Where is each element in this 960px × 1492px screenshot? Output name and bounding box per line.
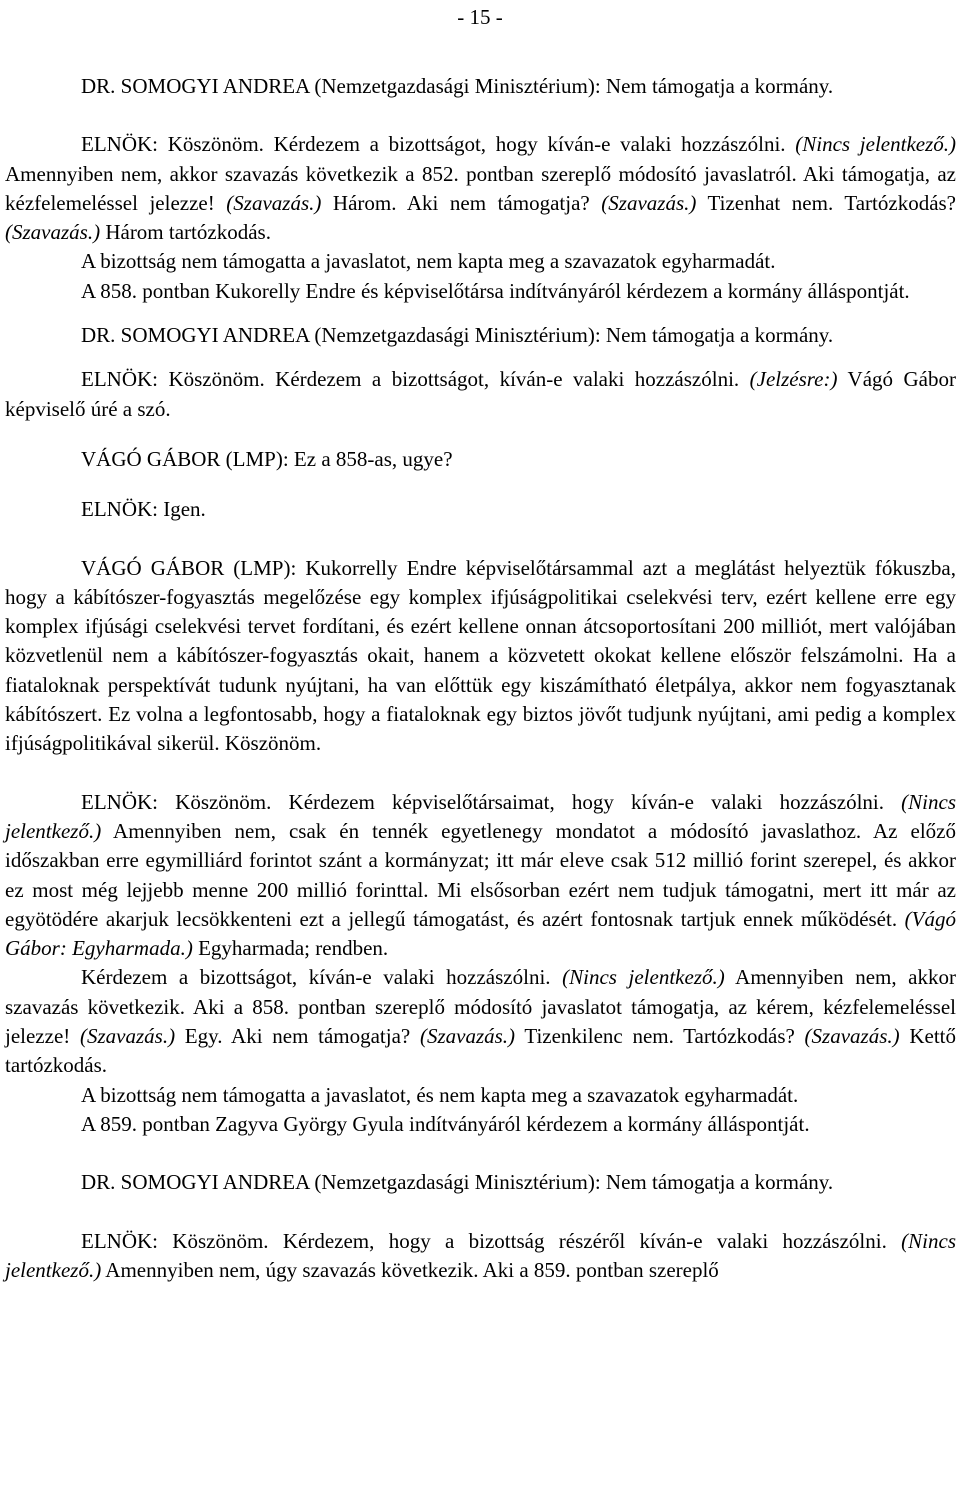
- italic-remark: (Vágó Gábor: Egyharmada.): [5, 906, 956, 961]
- text-span: Amennyiben nem, csak én tennék egyetlenegy mondatot a módosító javaslathoz. Az előző időszakban erre egymilliárd forintot szánt a kormányzat; itt már eleve csak 512 millió forint szerepel, és akkor ez most még lejjebb menne 200 millió forinttal. Mi elsősorban ezért nem tudjuk támogatni, mert itt már az egyötödére akarjuk lecsökkenteni ezt a jellegű támogatást, és azért fontosnak tartjuk ennek működését.: [5, 818, 956, 931]
- text-span: VÁGÓ GÁBOR (LMP): Kukorrelly Endre képviselőtársammal azt a meglátást helyeztük fókuszba, hogy a kábítószer-fogyasztás megelőzése egy komplex ifjúságpolitikai cselekvési terv, ezért kellene erre egy komplex ifjúsági cselekvési tervet fordítani, és ezért kellene onnan átcsoportosítani 200 milliót, mert valójában közvetlenül nem a kábítószer-fogyasztás okait, hanem a közvetett okokat kellene először felszámolni. Ha a fiataloknak perspektívát tudunk nyújtani, ha van előttük egy kiszámítható életpálya, akkor nem fogyasztanak kábítószert. Ez volna a legfontosabb, hogy a fiataloknak egy biztos jövőt tudjunk nyújtani, ami pedig a komplex ifjúságpolitikával sikerül. Köszönöm.: [5, 555, 956, 756]
- text-span: VÁGÓ GÁBOR (LMP): Ez a 858-as, ugye?: [81, 446, 453, 471]
- italic-remark: (Szavazás.): [804, 1024, 900, 1049]
- paragraph-6: [5, 365, 956, 424]
- text-span: Amennyiben nem, akkor szavazás következik. Aki a 858. pontban szereplő módosító javaslatot támogatja, az kérem, kézfelemeléssel jelezze!: [5, 965, 957, 1049]
- paragraph-8: [5, 495, 956, 524]
- paragraph-11: [5, 963, 956, 1080]
- text-span: DR. SOMOGYI ANDREA (Nemzetgazdasági Minisztérium): Nem támogatja a kormány.: [81, 323, 834, 348]
- text-span: ELNÖK: Köszönöm. Kérdezem, hogy a bizottság részéről kíván-e valaki hozzászólni.: [81, 1228, 902, 1253]
- paragraph-4: [5, 277, 956, 306]
- italic-remark: (Szavazás.): [226, 190, 322, 215]
- italic-remark: (Szavazás.): [5, 220, 101, 245]
- paragraph-10: [5, 788, 956, 964]
- text-span: Kettő tartózkodás.: [5, 1024, 956, 1078]
- italic-remark: (Nincs jelentkező.): [562, 965, 725, 990]
- italic-remark: (Szavazás.): [601, 190, 697, 215]
- paragraph-5: [5, 321, 956, 350]
- paragraph-9: [5, 554, 956, 759]
- text-span: Vágó Gábor képviselő úré a szó.: [5, 367, 956, 421]
- italic-remark: (Szavazás.): [419, 1024, 516, 1049]
- text-span: A 859. pontban Zagyva György Gyula indítványáról kérdezem a kormány álláspontját.: [81, 1111, 810, 1136]
- italic-remark: (Jelzésre:): [749, 367, 838, 392]
- italic-remark: (Szavazás.): [79, 1024, 176, 1049]
- paragraph-3: [5, 247, 956, 276]
- paragraph-13: [5, 1110, 956, 1139]
- text-span: Egyharmada; rendben.: [192, 936, 389, 961]
- italic-remark: (Nincs jelentkező.): [795, 132, 957, 157]
- text-span: Egy. Aki nem támogatja?: [175, 1024, 420, 1049]
- text-span: ELNÖK: Köszönöm. Kérdezem a bizottságot, hogy kíván-e valaki hozzászólni.: [81, 132, 796, 157]
- text-span: A bizottság nem támogatta a javaslatot, nem kapta meg a szavazatok egyharmadát.: [81, 249, 776, 274]
- text-span: ELNÖK: Köszönöm. Kérdezem képviselőtársaimat, hogy kíván-e valaki hozzászólni.: [81, 789, 902, 814]
- text-span: Tizenkilenc nem. Tartózkodás?: [515, 1024, 805, 1049]
- paragraph-1: [5, 72, 956, 101]
- paragraph-15: [5, 1227, 956, 1286]
- paragraph-14: [5, 1168, 956, 1197]
- italic-remark: (Nincs jelentkező.): [5, 789, 956, 843]
- text-span: Három tartózkodás.: [100, 220, 271, 245]
- text-span: DR. SOMOGYI ANDREA (Nemzetgazdasági Minisztérium): Nem támogatja a kormány.: [81, 74, 834, 98]
- text-span: ELNÖK: Igen.: [81, 497, 206, 522]
- text-span: A 858. pontban Kukorelly Endre és képviselőtársa indítványáról kérdezem a kormány álláspontját.: [81, 278, 910, 303]
- text-span: Tizenhat nem. Tartózkodás?: [696, 190, 957, 215]
- paragraph-7: [5, 445, 956, 474]
- text-span: A bizottság nem támogatta a javaslatot, és nem kapta meg a szavazatok egyharmadát.: [81, 1082, 799, 1107]
- italic-remark: (Nincs jelentkező.): [5, 1228, 956, 1282]
- transcript-body: [5, 72, 956, 1285]
- text-span: ELNÖK: Köszönöm. Kérdezem a bizottságot, kíván-e valaki hozzászólni.: [81, 367, 750, 392]
- page-number: - 15 -: [457, 5, 503, 29]
- paragraph-2: [5, 130, 956, 247]
- text-span: Amennyiben nem, akkor szavazás következik a 852. pontban szereplő módosító javaslatról. Aki támogatja, az kézfelemeléssel jelezze!: [5, 161, 956, 215]
- text-span: Három. Aki nem támogatja?: [321, 190, 602, 215]
- paragraph-12: [5, 1081, 956, 1110]
- text-span: Amennyiben nem, úgy szavazás következik. Aki a 859. pontban szereplő: [101, 1257, 719, 1282]
- text-span: Kérdezem a bizottságot, kíván-e valaki hozzászólni.: [81, 965, 563, 990]
- text-span: DR. SOMOGYI ANDREA (Nemzetgazdasági Minisztérium): Nem támogatja a kormány.: [81, 1170, 834, 1195]
